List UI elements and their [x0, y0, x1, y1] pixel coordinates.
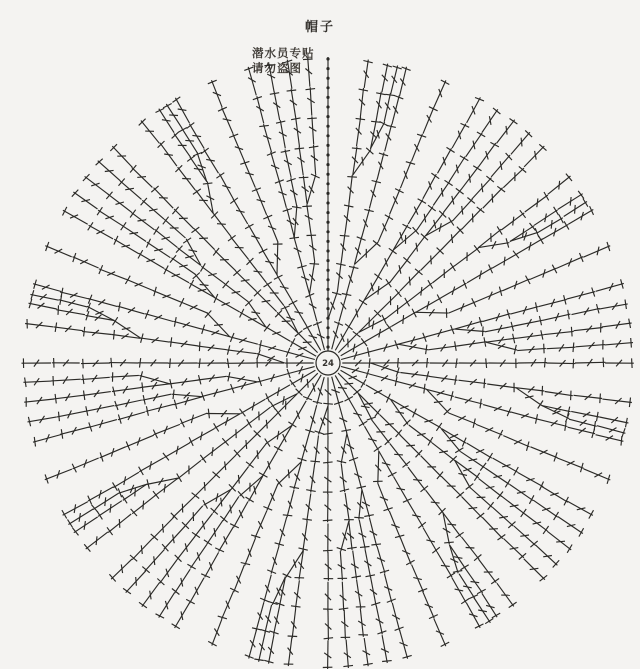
center-stitch-count: 24 [322, 359, 334, 369]
chain-column [326, 57, 329, 351]
page-title: 帽子 [304, 19, 335, 34]
watermark-line-2: 请勿盗图 [252, 63, 302, 75]
watermark-line-1: 潜水员专贴 [252, 48, 315, 60]
